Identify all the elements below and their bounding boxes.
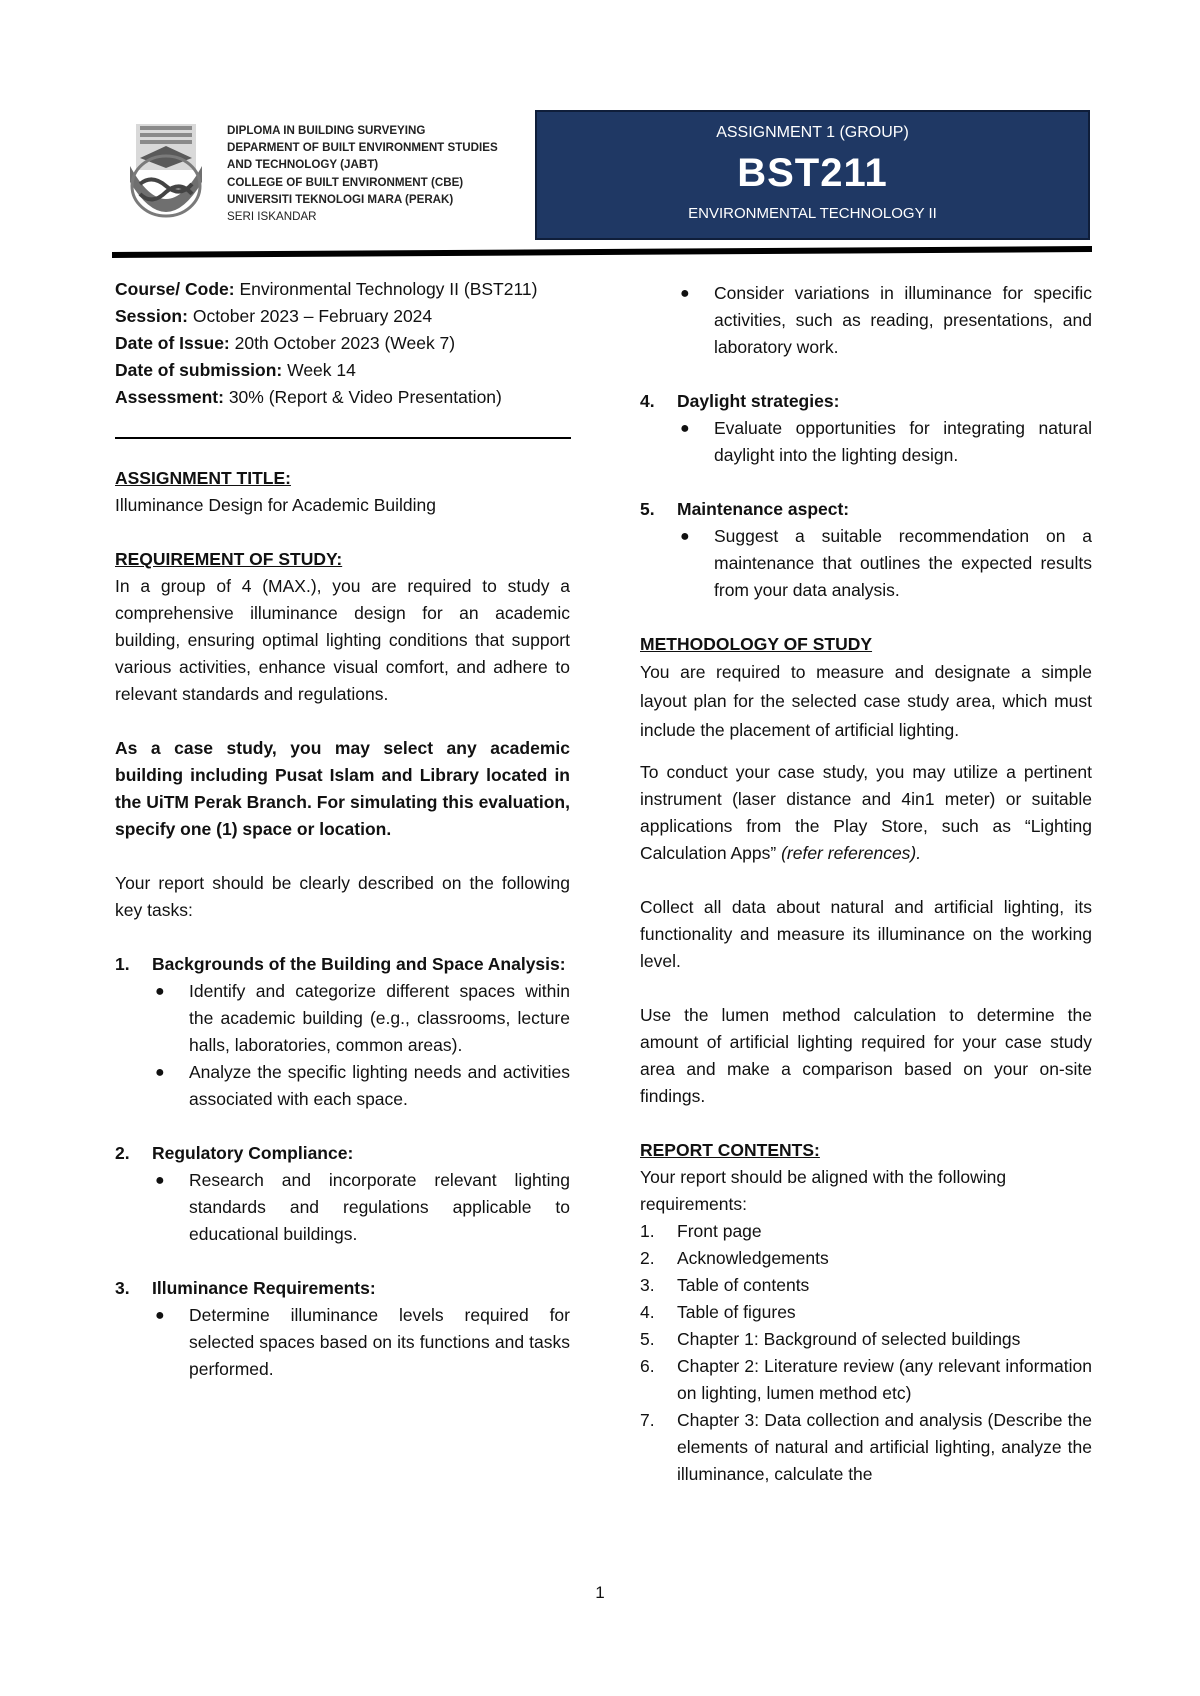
institution-line: SERI ISKANDAR (227, 210, 317, 224)
list-item: 7. Chapter 3: Data collection and analysis (Describe the elements of natural and artificial lighting, analyze the illuminance, calculate the (640, 1410, 1092, 1484)
course-code: BST211 (737, 151, 888, 195)
requirement-heading: REQUIREMENT OF STUDY: (115, 549, 343, 569)
list-item: 4. Table of figures (640, 1302, 796, 1322)
task-title: Regulatory Compliance: (152, 1143, 354, 1163)
institution-line: COLLEGE OF BUILT ENVIRONMENT (CBE) (227, 175, 464, 189)
bullet-icon: ● (155, 983, 165, 1000)
task-item (640, 496, 1092, 604)
list-item: 6. Chapter 2: Literature review (any relevant information on lighting, lumen method etc) (640, 1356, 1092, 1403)
assignment-label: ASSIGNMENT 1 (GROUP) (716, 124, 909, 141)
report-contents-section (640, 1137, 1092, 1488)
submission-value: Week 14 (287, 360, 356, 380)
bullet-icon: ● (680, 420, 690, 437)
task-number: 5. (640, 499, 655, 519)
course-info (115, 276, 570, 411)
submission-label: Date of submission: (115, 360, 283, 380)
page-number: 1 (595, 1583, 605, 1602)
list-item: 1. Front page (640, 1221, 762, 1241)
info-divider (115, 437, 571, 439)
task-item (115, 1140, 570, 1248)
list-item: 3. Table of contents (640, 1275, 810, 1295)
task-number: 1. (115, 954, 130, 974)
uitm-logo (126, 122, 206, 224)
assignment-title-heading: ASSIGNMENT TITLE: (115, 468, 291, 488)
institution-block (227, 122, 537, 225)
task-item (115, 951, 570, 1113)
task-number: 2. (115, 1143, 130, 1163)
methodology-paragraph: To conduct your case study, you may utilize a pertinent instrument (laser distance and 4in1 meter) or suitable applications from the Play Store, such as “Lighting Calculation Apps” (refer references). (640, 762, 1092, 863)
methodology-paragraph: You are required to measure and designate a simple layout plan for the selected case study area, which must include the placement of artificial lighting. (640, 662, 1092, 740)
assignment-title-text: Illuminance Design for Academic Building (115, 495, 436, 515)
methodology-paragraph: Collect all data about natural and artificial lighting, its functionality and measure its illuminance on the working level. (640, 897, 1092, 971)
list-item: 5. Chapter 1: Background of selected buildings (640, 1329, 1021, 1349)
left-column (115, 276, 570, 1383)
report-intro: Your report should be aligned with the following requirements: (640, 1167, 1007, 1214)
course-label: Course/ Code: (115, 279, 235, 299)
institution-line: UNIVERSITI TEKNOLOGI MARA (PERAK) (227, 192, 454, 206)
institution-line: AND TECHNOLOGY (JABT) (227, 158, 379, 172)
key-tasks-intro: Your report should be clearly described on the following key tasks: (115, 873, 570, 920)
methodology-paragraph: Use the lumen method calculation to determine the amount of artificial lighting required for your case study area and make a comparison based on your on-site findings. (640, 1005, 1092, 1106)
bullet-icon: ● (155, 1172, 165, 1189)
list-item: 2. Acknowledgements (640, 1248, 829, 1268)
institution-line: DIPLOMA IN BUILDING SURVEYING (227, 124, 426, 137)
task-bullet: ● Research and incorporate relevant lighting standards and regulations applicable to educational buildings. (152, 1167, 570, 1248)
task-number: 3. (115, 1278, 130, 1298)
assignment-banner (535, 110, 1090, 240)
issue-value: 20th October 2023 (Week 7) (234, 333, 456, 353)
bullet-icon: ● (680, 528, 690, 545)
assessment-value: 30% (Report & Video Presentation) (228, 387, 502, 407)
task-bullet: ● Identify and categorize different spaces within the academic building (e.g., classrooms, lecture halls, laboratories, common areas). (152, 978, 570, 1059)
report-heading: REPORT CONTENTS: (640, 1140, 820, 1160)
task-number: 4. (640, 391, 655, 411)
course-value: Environmental Technology II (BST211) (239, 279, 538, 299)
requirement-paragraph: In a group of 4 (MAX.), you are required to study a comprehensive illuminance design for an academic building, ensuring optimal lighting conditions that support various activities, enhance visual comfort, and adhere to relevant standards and regulations. (115, 576, 570, 704)
task-bullet: ● Analyze the specific lighting needs and activities associated with each space. (152, 1059, 570, 1113)
methodology-heading: METHODOLOGY OF STUDY (640, 634, 873, 654)
header-divider (112, 246, 1092, 258)
bullet-icon: ● (155, 1064, 165, 1081)
task-bullet: ● Determine illuminance levels required for selected spaces based on its functions and tasks performed. (152, 1302, 570, 1383)
task-title: Illuminance Requirements: (152, 1278, 376, 1298)
task-item (640, 388, 1092, 469)
methodology-section (640, 631, 1092, 1110)
course-name: ENVIRONMENTAL TECHNOLOGY II (688, 205, 937, 222)
task-title: Maintenance aspect: (677, 499, 850, 519)
institution-line: DEPARMENT OF BUILT ENVIRONMENT STUDIES (227, 141, 498, 155)
task-title: Daylight strategies: (677, 391, 840, 411)
right-column (640, 280, 1092, 1488)
task-bullet: ● Consider variations in illuminance for specific activities, such as reading, presentations, and laboratory work. (677, 280, 1092, 361)
bullet-icon: ● (155, 1307, 165, 1324)
issue-label: Date of Issue: (115, 333, 230, 353)
task-bullet: ● Suggest a suitable recommendation on a maintenance that outlines the expected results from your data analysis. (677, 523, 1092, 604)
assignment-title-section (115, 465, 570, 519)
task-item-continued (640, 280, 1092, 361)
task-title: Backgrounds of the Building and Space Analysis: (152, 954, 566, 974)
task-item (115, 1275, 570, 1383)
requirement-section (115, 546, 570, 924)
assessment-label: Assessment: (115, 387, 224, 407)
session-label: Session: (115, 306, 188, 326)
task-bullet: ● Evaluate opportunities for integrating natural daylight into the lighting design. (677, 415, 1092, 469)
case-study-paragraph: As a case study, you may select any academic building including Pusat Islam and Library located in the UiTM Perak Branch. For simulating this evaluation, specify one (1) space or location. (115, 738, 570, 839)
session-value: October 2023 – February 2024 (192, 306, 433, 326)
bullet-icon: ● (680, 285, 690, 302)
